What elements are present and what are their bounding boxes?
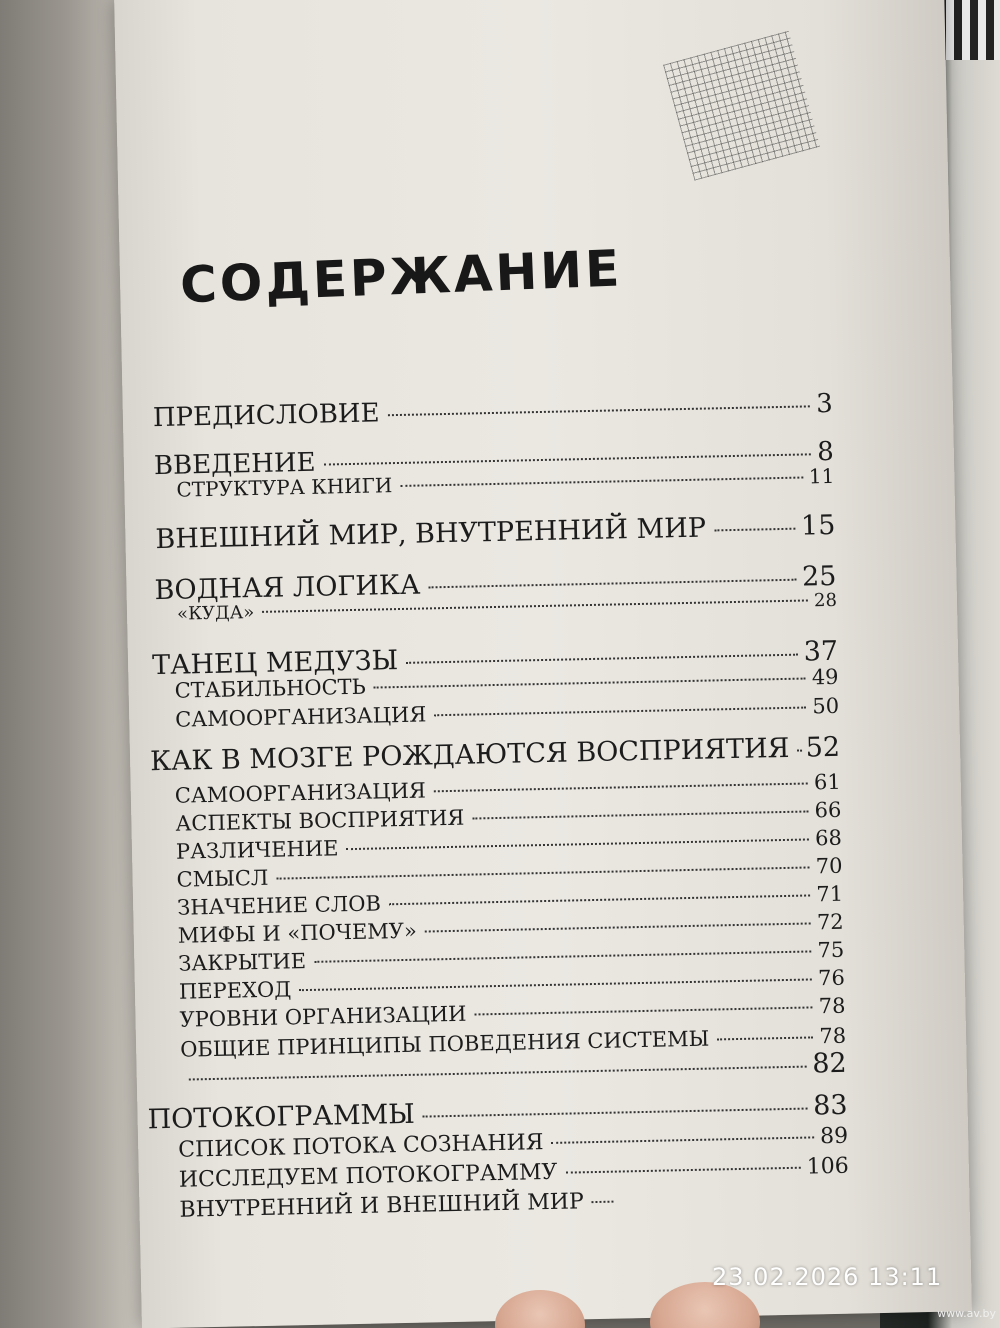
watermark: www.av.by [937,1307,996,1320]
dot-leader [324,453,812,465]
toc-entry-page: 8 [816,436,835,468]
toc-entry-label: СТРУКТУРА КНИГИ [176,473,393,502]
toc-entry-label: МИФЫ И «ПОЧЕМУ» [177,918,418,948]
toc-entry-label: ВОДНАЯ ЛОГИКА [154,569,421,607]
dot-leader [189,1066,807,1081]
book-page [114,0,972,1328]
dot-leader [434,706,806,716]
toc-entry-page: 52 [805,731,841,764]
toc-entry-page: 50 [812,693,840,719]
dot-leader [400,477,803,487]
table-of-contents [114,0,972,1328]
toc-entry-page: 70 [815,853,843,879]
toc-entry-page: 89 [819,1123,849,1150]
dot-leader [374,678,806,689]
dot-leader [346,838,809,850]
toc-entry-label: АСПЕКТЫ ВОСПРИЯТИЯ [175,805,465,836]
toc-entry-label: САМООРГАНИЗАЦИЯ [174,778,427,808]
dot-leader [714,528,795,532]
toc-entry [179,1189,619,1223]
dot-leader [797,750,799,752]
dot-leader [423,1108,807,1118]
toc-entry-page: 11 [808,463,835,489]
toc-entry-label: РАЗЛИЧЕНИЕ [175,836,339,864]
dot-leader [428,579,796,589]
toc-entry-page: 37 [803,635,839,668]
toc-entry-label: КАК В МОЗГЕ РОЖДАЮТСЯ ВОСПРИЯТИЯ [149,732,790,778]
dot-leader [717,1036,813,1040]
dot-leader [474,1006,812,1015]
toc-entry-label: ПЕРЕХОД [178,977,292,1004]
toc-entry-page: 76 [817,965,846,991]
dot-leader [299,978,812,991]
dot-leader [389,894,810,905]
dot-leader [262,599,808,612]
toc-entry-label: СПИСОК ПОТОКА СОЗНАНИЯ [178,1130,544,1163]
toc-entry-label: УРОВНИ ОРГАНИЗАЦИИ [179,1001,467,1032]
dot-leader [276,866,809,879]
toc-entry-page: 78 [819,1023,847,1049]
toc-entry-page: 106 [806,1153,850,1180]
toc-entry-label: ТАНЕЦ МЕДУЗЫ [151,645,399,682]
toc-entry-label: ВНЕШНИЙ МИР, ВНУТРЕННИЙ МИР [155,512,707,556]
toc-entry-page: 28 [813,589,838,612]
toc-entry-page: 82 [811,1047,847,1080]
toc-entry [150,732,840,777]
dot-leader [565,1167,800,1174]
toc-entry [155,510,836,555]
toc-entry-page: 75 [817,937,845,963]
dot-leader [406,654,798,664]
toc-entry-label: ИССЛЕДУЕМ ПОТОКОГРАММУ [178,1159,558,1193]
dot-leader [551,1136,814,1144]
toc-entry-page: 61 [813,769,841,795]
dot-leader [592,1201,614,1203]
toc-entry-label: СТАБИЛЬНОСТЬ [174,674,367,703]
dot-leader [388,405,811,416]
toc-entry-label: СМЫСЛ [176,865,269,892]
toc-entry-label: ЗНАЧЕНИЕ СЛОВ [176,891,382,920]
toc-entry-label: ЗАКРЫТИЕ [178,949,307,976]
toc-entry-label: ВНУТРЕННИЙ И ВНЕШНИЙ МИР [179,1189,585,1223]
dot-leader [425,922,811,932]
dot-leader [314,950,812,962]
dot-leader [472,810,808,819]
toc-entry-page: 68 [814,825,843,851]
toc-entry-page: 25 [801,560,837,593]
toc-entry-page: 83 [812,1089,848,1122]
toc-entry-label: ОБЩИЕ ПРИНЦИПЫ ПОВЕДЕНИЯ СИСТЕМЫ [179,1026,710,1062]
toc-entry-page: 49 [811,664,839,690]
toc-entry-page: 66 [814,797,842,823]
dot-leader [434,782,808,792]
toc-entry-page: 78 [818,993,846,1019]
toc-entry [153,389,833,433]
toc-entry-page: 71 [816,881,844,907]
page-title: СОДЕРЖАНИЕ [179,239,624,315]
toc-entry-label: САМООРГАНИЗАЦИЯ [175,702,427,732]
photo-timestamp: 23.02.2026 13:11 [712,1263,943,1291]
toc-entry-label: ПРЕДИСЛОВИЕ [152,398,380,434]
toc-entry-label: ПОТОКОГРАММЫ [147,1098,416,1136]
toc-entry-label: ВВЕДЕНИЕ [153,447,316,482]
toc-entry-label: «КУДА» [176,602,255,625]
toc-entry-page: 15 [800,509,836,542]
toc-entry-page: 3 [815,388,834,420]
toc-entry-page: 72 [816,909,844,935]
